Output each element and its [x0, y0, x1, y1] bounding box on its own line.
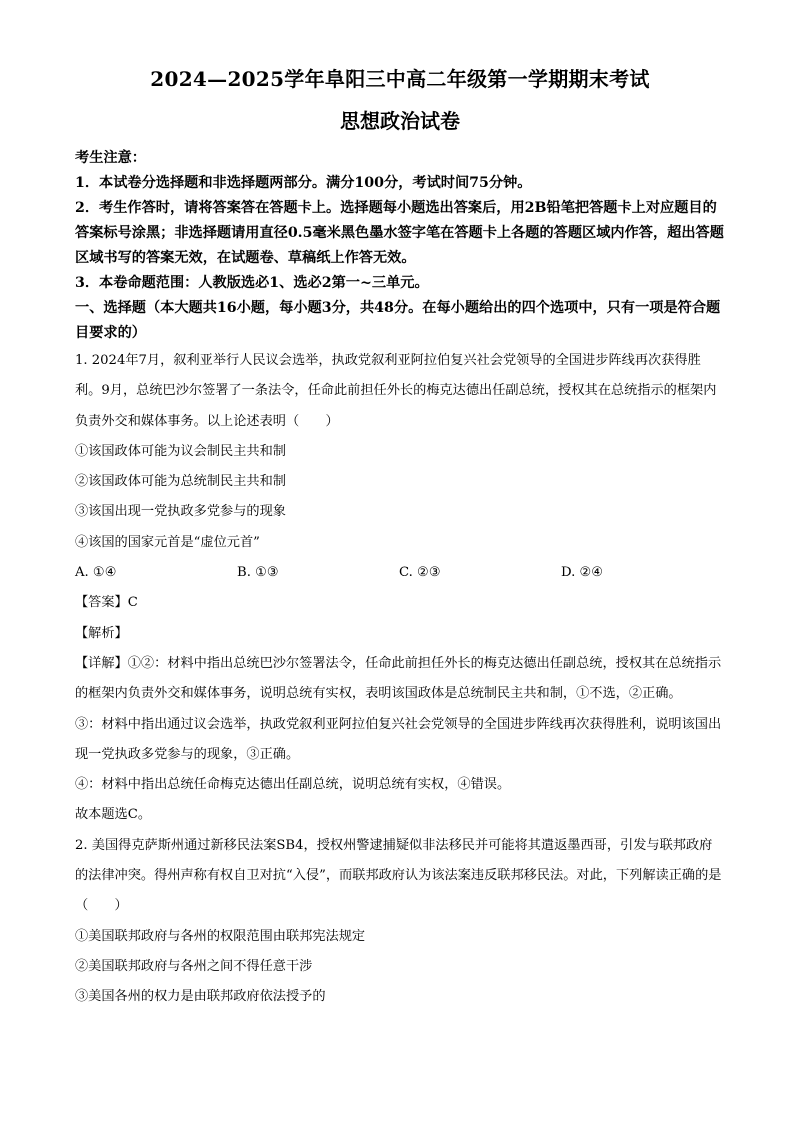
notice-item: 1．本试卷分选择题和非选择题两部分。满分100分，考试时间75分钟。 — [75, 175, 532, 191]
option-d: D. ②④ — [561, 565, 604, 581]
section-heading: 一、选择题（本大题共16小题，每小题3分，共48分。在每小题给出的四个选项中，只有一项是符合题目要求的） — [75, 300, 721, 341]
conclusion: 故本题选C。 — [75, 807, 152, 823]
question-1 — [75, 346, 725, 831]
statement: ①该国政体可能为议会制民主共和制 — [75, 443, 286, 459]
answer-tag: 【答案】 — [75, 595, 128, 611]
exam-notice — [75, 146, 725, 296]
exam-title: 2024—2025学年阜阳三中高二年级第一学期期末考试 — [150, 67, 650, 91]
statement: ②该国政体可能为总统制民主共和制 — [75, 474, 286, 490]
detail-paragraph: ③：材料中指出通过议会选举，执政党叙利亚阿拉伯复兴社会党领导的全国进步阵线再次获得胜利，说明该国出现一党执政多党参与的现象，③正确。 — [75, 716, 722, 762]
detail-paragraph — [75, 649, 725, 710]
question-stem: 1. 2024年7月，叙利亚举行人民议会选举，执政党叙利亚阿拉伯复兴社会党领导的全国进步阵线再次获得胜利。9月，总统巴沙尔签署了一条法令，任命此前担任外长的梅克达德出任副总统，授权其在总统指示的框架内负责外交和媒体事务。以上论述表明（ ） — [75, 353, 717, 429]
option-b: B. ①③ — [237, 565, 279, 581]
document-page — [75, 62, 725, 1013]
answer-options — [75, 558, 725, 588]
question-stem: 2. 美国得克萨斯州通过新移民法案SB4，授权州警逮捕疑似非法移民并可能将其遣返墨西哥，引发与联邦政府的法律冲突。得州声称有权自卫对抗“入侵”，而联邦政府认为该法案违反联邦移民法。对此，下列解读正确的是（ ） — [75, 837, 722, 914]
question-2 — [75, 831, 725, 1013]
answer-line — [75, 588, 725, 618]
notice-item: 3．本卷命题范围：人教版选必1、选必2第一~三单元。 — [75, 275, 429, 291]
statement: ②美国联邦政府与各州之间不得任意干涉 — [75, 958, 313, 974]
analysis-tag: 【解析】 — [75, 625, 128, 641]
detail-tag: 【详解】 — [75, 655, 128, 671]
statement: ③该国出现一党执政多党参与的现象 — [75, 504, 286, 520]
exam-subtitle: 思想政治试卷 — [340, 109, 460, 133]
statement: ④该国的国家元首是“虚位元首” — [75, 534, 260, 550]
option-c: C. ②③ — [399, 565, 441, 581]
statement: ③美国各州的权力是由联邦政府依法授予的 — [75, 989, 326, 1005]
statement: ①美国联邦政府与各州的权限范围由联邦宪法规定 — [75, 928, 366, 944]
detail-text: ①②：材料中指出总统巴沙尔签署法令，任命此前担任外长的梅克达德出任副总统，授权其在总统指示的框架内负责外交和媒体事务，说明总统有实权，表明该国政体是总统制民主共和制，①不选，②正确。 — [75, 655, 722, 702]
notice-heading: 考生注意： — [75, 150, 146, 166]
answer-value: C — [127, 595, 138, 611]
notice-item: 2．考生作答时，请将答案答在答题卡上。选择题每小题选出答案后，用2B铅笔把答题卡上对应题目的答案标号涂黑；非选择题请用直径0.5毫米黑色墨水签字笔在答题卡上各题的答题区域内作答，超出答题区域书写的答案无效，在试题卷、草稿纸上作答无效。 — [75, 200, 724, 266]
detail-paragraph: ④：材料中指出总统任命梅克达德出任副总统，说明总统有实权，④错误。 — [75, 777, 511, 793]
option-a: A. ①④ — [75, 565, 117, 581]
